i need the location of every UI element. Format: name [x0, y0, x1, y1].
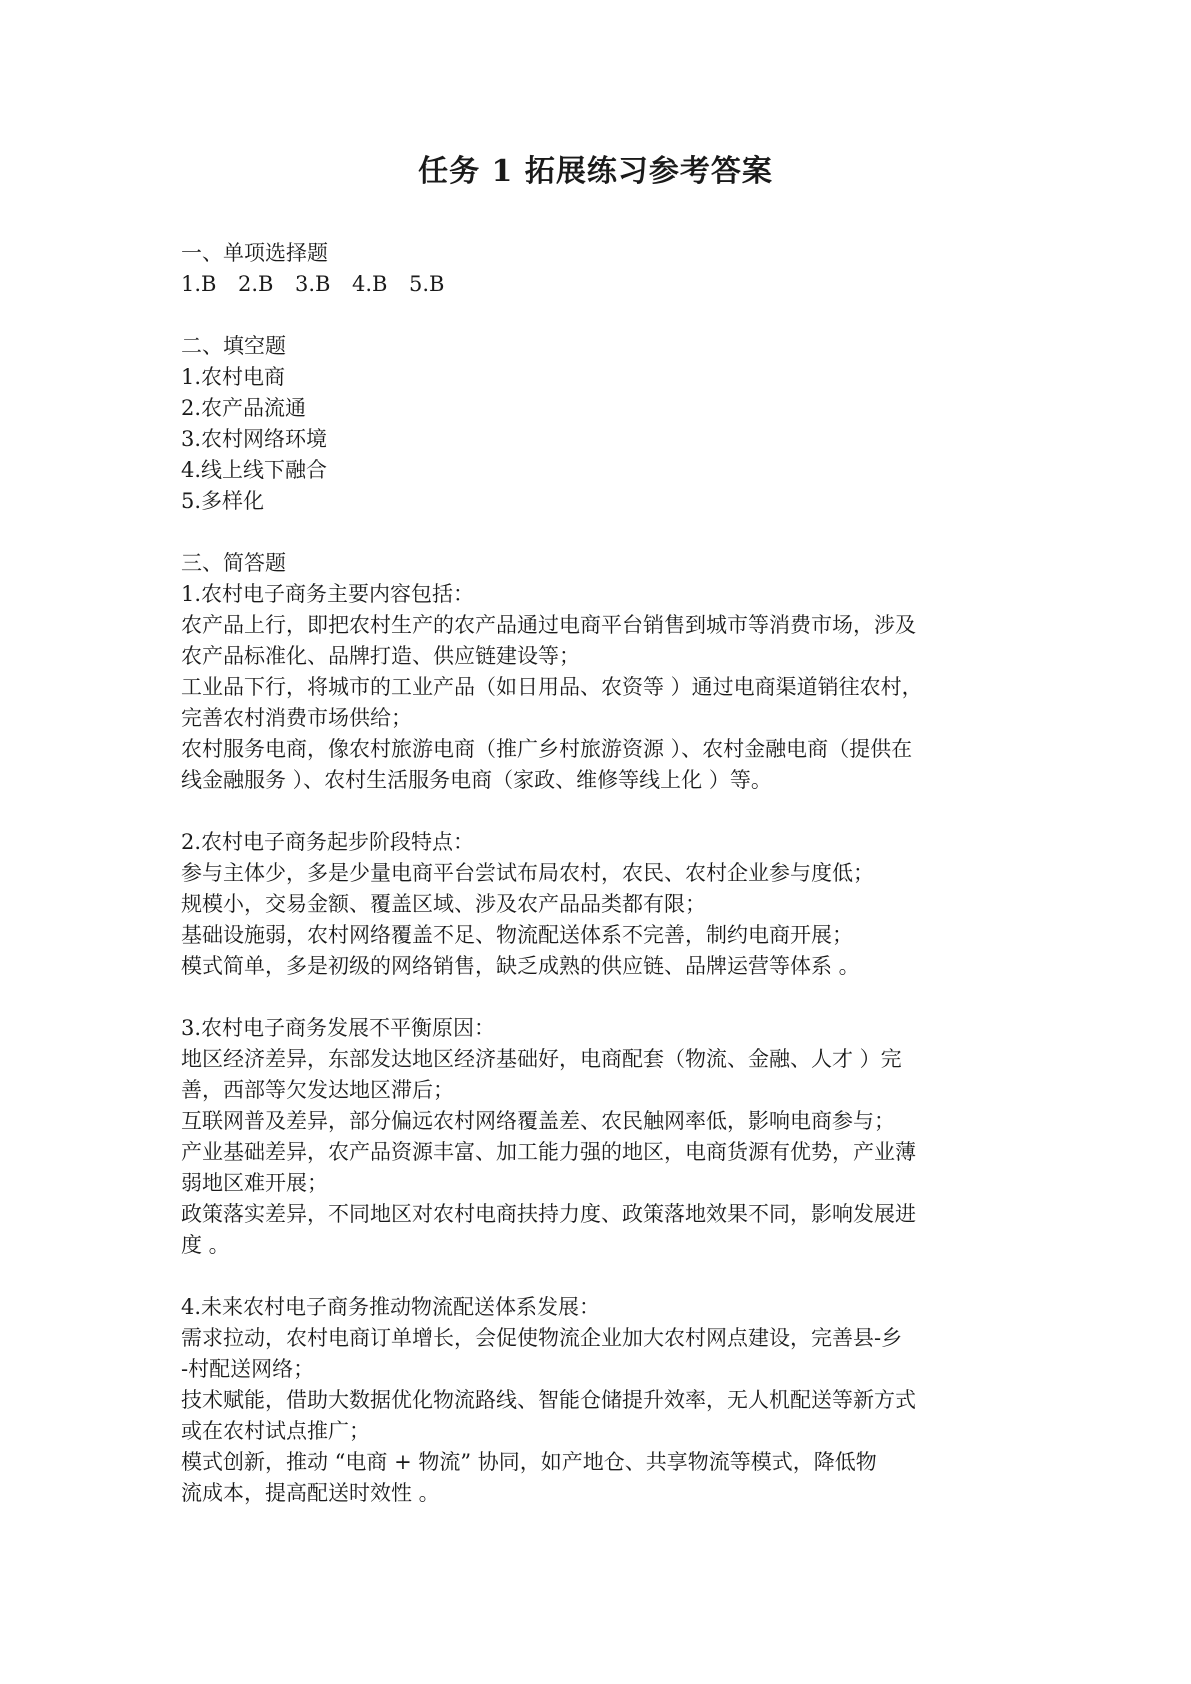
answer-line: 政策落实差异，不同地区对农村电商扶持力度、政策落地效果不同，影响发展进: [181, 1202, 916, 1226]
answer-line: 流成本，提高配送时效性 。: [181, 1481, 440, 1505]
choice-answers: [181, 269, 1011, 300]
fill-blank-answer: 1.农村电商: [181, 365, 286, 389]
answer-line: 基础设施弱，农村网络覆盖不足、物流配送体系不完善，制约电商开展；: [181, 923, 853, 947]
answer-line: 农产品标准化、品牌打造、供应链建设等；: [181, 644, 580, 668]
answer-line: 参与主体少，多是少量电商平台尝试布局农村，农民、农村企业参与度低；: [181, 861, 874, 885]
answer-line: 工业品下行，将城市的工业产品（如日用品、农资等 ）通过电商渠道销往农村，: [181, 675, 923, 699]
answer-line: 完善农村消费市场供给；: [181, 706, 412, 730]
fill-blank-answer: 5.多样化: [181, 489, 265, 513]
fill-blank-answer: 4.线上线下融合: [181, 458, 328, 482]
answer-line: 善，西部等欠发达地区滞后；: [181, 1078, 454, 1102]
answer-line: 模式简单，多是初级的网络销售，缺乏成熟的供应链、品牌运营等体系 。: [181, 954, 860, 978]
answer-line: 规模小，交易金额、覆盖区域、涉及农产品品类都有限；: [181, 892, 706, 916]
answer-line: 农产品上行，即把农村生产的农产品通过电商平台销售到城市等消费市场，涉及: [181, 613, 916, 637]
question-text: 2.农村电子商务起步阶段特点：: [181, 830, 475, 854]
section-heading: 三、简答题: [181, 551, 286, 575]
answer-line: 地区经济差异，东部发达地区经济基础好，电商配套（物流、金融、人才 ）完: [181, 1047, 902, 1071]
answer-line: 度 。: [181, 1233, 230, 1257]
section-short-answer-q4: [181, 1292, 1011, 1509]
section-heading: 二、填空题: [181, 334, 286, 358]
section-single-choice: [181, 238, 1011, 300]
document-title: 任务 1 拓展练习参考答案: [418, 154, 773, 189]
answer-line: 需求拉动，农村电商订单增长，会促使物流企业加大农村网点建设，完善县-乡: [181, 1326, 903, 1350]
fill-blank-answer: 2.农产品流通: [181, 396, 307, 420]
question-text: 4.未来农村电子商务推动物流配送体系发展：: [181, 1295, 601, 1319]
answer-line: 产业基础差异，农产品资源丰富、加工能力强的地区，电商货源有优势，产业薄: [181, 1140, 916, 1164]
answer-line: 农村服务电商，像农村旅游电商（推广乡村旅游资源 ）、农村金融电商（提供在: [181, 737, 913, 761]
section-heading: 一、单项选择题: [181, 241, 328, 265]
section-fill-blank: [181, 331, 1011, 517]
choice-answer: 1.B: [181, 272, 217, 296]
question-text: 3.农村电子商务发展不平衡原因：: [181, 1016, 496, 1040]
answer-line: 技术赋能，借助大数据优化物流路线、智能仓储提升效率，无人机配送等新方式: [181, 1388, 916, 1412]
answer-line: 或在农村试点推广；: [181, 1419, 370, 1443]
answer-line: 线金融服务 ）、农村生活服务电商（家政、维修等线上化 ）等。: [181, 768, 772, 792]
choice-answer: 4.B: [352, 272, 388, 296]
answer-line: 弱地区难开展；: [181, 1171, 328, 1195]
section-short-answer-q1: [181, 548, 1011, 796]
answer-line: 模式创新，推动 “电商 + 物流” 协同，如产地仓、共享物流等模式，降低物: [181, 1450, 877, 1474]
answer-line: 互联网普及差异，部分偏远农村网络覆盖差、农民触网率低，影响电商参与；: [181, 1109, 895, 1133]
choice-answer: 3.B: [295, 272, 331, 296]
section-short-answer-q3: [181, 1013, 1011, 1261]
fill-blank-answer: 3.农村网络环境: [181, 427, 328, 451]
answer-line: -村配送网络；: [181, 1357, 315, 1381]
choice-answer: 2.B: [238, 272, 274, 296]
choice-answer: 5.B: [409, 272, 445, 296]
question-text: 1.农村电子商务主要内容包括：: [181, 582, 475, 606]
section-short-answer-q2: [181, 827, 1011, 982]
document-body: [181, 238, 1011, 1540]
